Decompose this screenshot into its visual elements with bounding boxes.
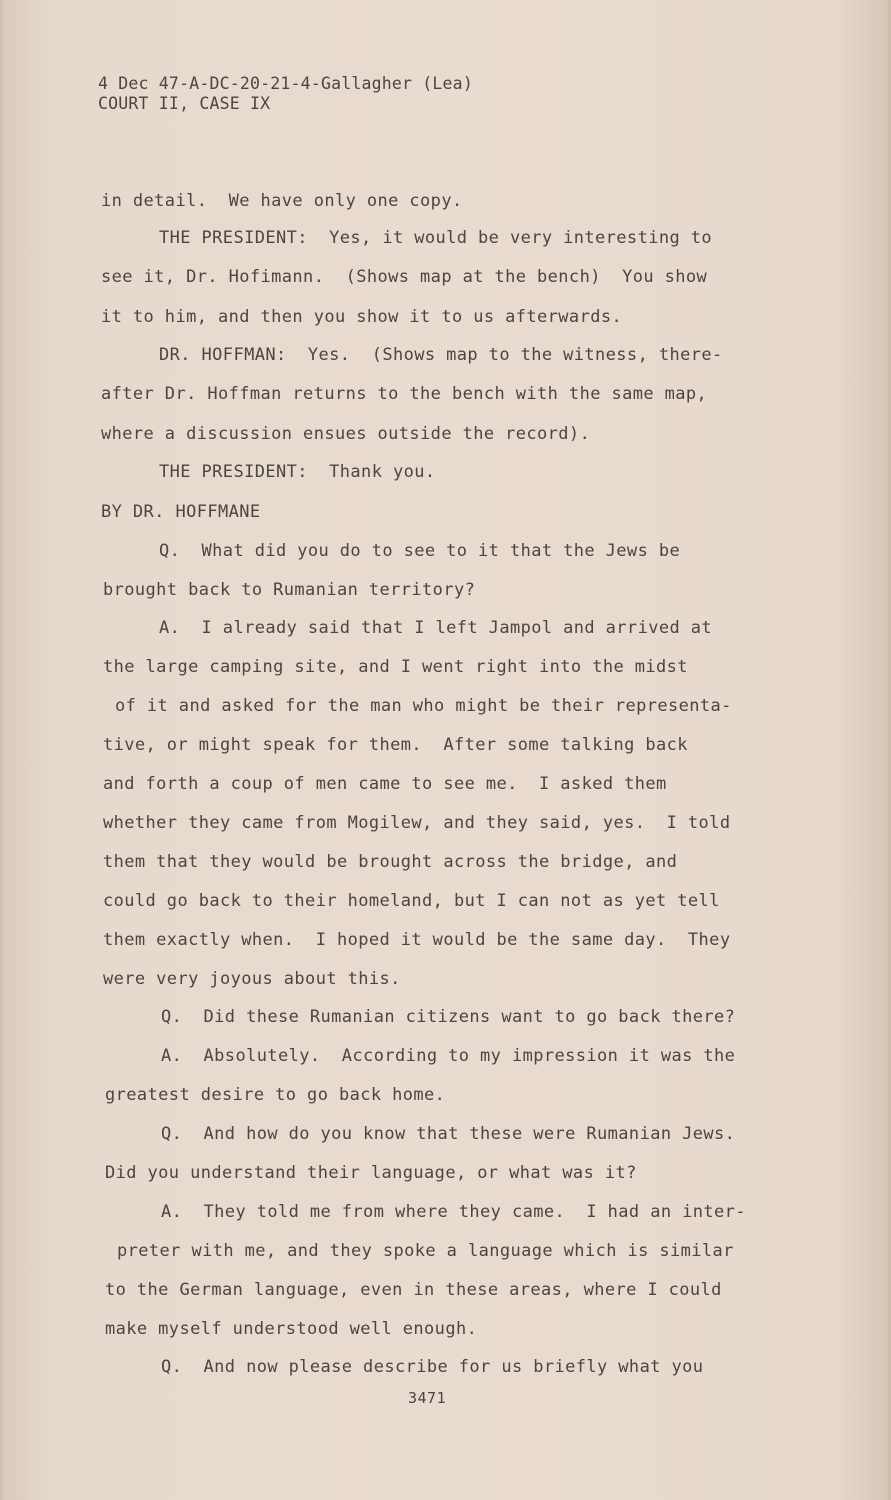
transcript-line: Q. And how do you know that these were Rumanian Jews. [161,1124,736,1144]
transcript-body [3,0,891,1500]
transcript-line: Q. Did these Rumanian citizens want to go back there? [161,1007,736,1027]
transcript-line: Q. What did you do to see to it that the Jews be [159,541,681,561]
transcript-line: make myself understood well enough. [105,1319,478,1339]
transcript-line: them that they would be brought across the bridge, and [103,852,678,872]
transcript-line: A. They told me from where they came. I had an inter- [161,1202,746,1222]
transcript-line: them exactly when. I hoped it would be the same day. They [103,930,731,950]
transcript-line: were very joyous about this. [103,969,401,989]
transcript-line: could go back to their homeland, but I can not as yet tell [103,891,720,911]
transcript-line: see it, Dr. Hofimann. (Shows map at the bench) You show [101,267,708,287]
page-number: 3471 [408,1389,447,1407]
transcript-line: preter with me, and they spoke a language which is similar [117,1241,734,1261]
transcript-line: tive, or might speak for them. After some talking back [103,735,688,755]
transcript-line: THE PRESIDENT: Yes, it would be very interesting to [159,228,713,248]
header-court-case: COURT II, CASE IX [98,94,271,113]
transcript-line: the large camping site, and I went right into the midst [103,657,688,677]
transcript-line: THE PRESIDENT: Thank you. [159,462,436,482]
transcript-line: where a discussion ensues outside the record). [101,424,591,444]
transcript-line: A. Absolutely. According to my impression it was the [161,1046,736,1066]
transcript-line: it to him, and then you show it to us afterwards. [101,307,623,327]
header-reference: 4 Dec 47-A-DC-20-21-4-Gallagher (Lea) [98,74,473,93]
transcript-line: Q. And now please describe for us briefly what you [161,1357,704,1377]
transcript-line: BY DR. HOFFMANE [101,502,261,522]
transcript-line: after Dr. Hoffman returns to the bench with the same map, [101,384,708,404]
transcript-line: DR. HOFFMAN: Yes. (Shows map to the witness, there- [159,345,723,365]
transcript-line: of it and asked for the man who might be their representa- [115,696,732,716]
transcript-line: brought back to Rumanian territory? [103,580,476,600]
transcript-line: in detail. We have only one copy. [101,191,463,211]
transcript-line: whether they came from Mogilew, and they said, yes. I told [103,813,731,833]
transcript-line: to the German language, even in these areas, where I could [105,1280,722,1300]
transcript-line: and forth a coup of men came to see me. I asked them [103,774,667,794]
transcript-line: Did you understand their language, or what was it? [105,1163,637,1183]
transcript-line: A. I already said that I left Jampol and arrived at [159,618,713,638]
transcript-line: greatest desire to go back home. [105,1085,446,1105]
